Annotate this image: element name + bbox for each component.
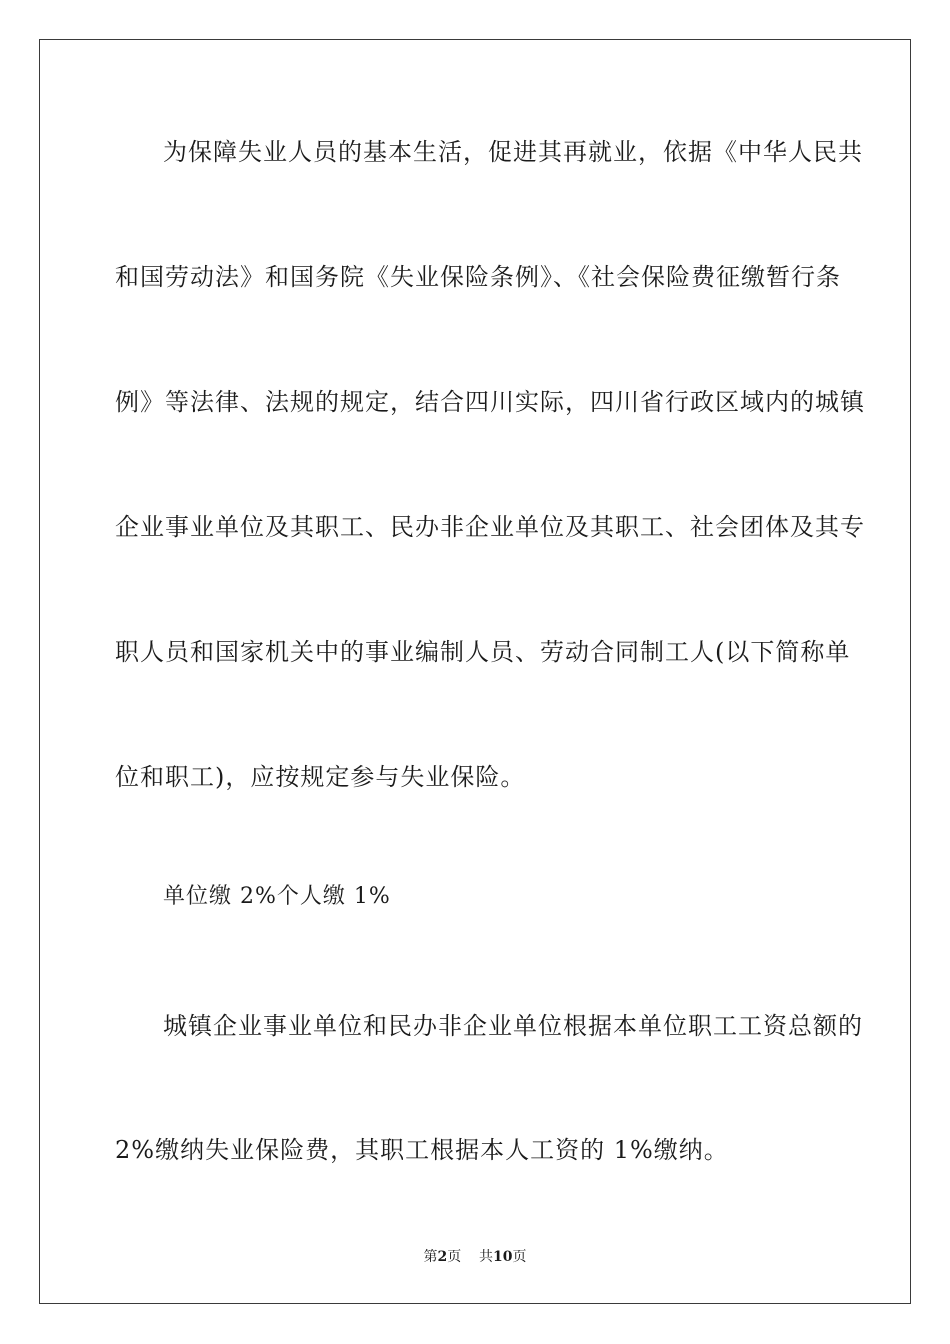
page-border xyxy=(39,39,911,1304)
paragraph-line: 职人员和国家机关中的事业编制人员、劳动合同制工人(以下简称单 xyxy=(115,638,851,666)
page-current: 2 xyxy=(437,1249,448,1265)
paragraph-line: 城镇企业事业单位和民办非企业单位根据本单位职工工资总额的 xyxy=(163,1012,863,1040)
paragraph-line: 2%缴纳失业保险费，其职工根据本人工资的 1%缴纳。 xyxy=(115,1136,729,1164)
paragraph-line: 位和职工)，应按规定参与失业保险。 xyxy=(115,763,526,791)
page-suffix: 页 xyxy=(447,1249,462,1265)
page-footer xyxy=(0,1248,950,1266)
paragraph-line: 为保障失业人员的基本生活，促进其再就业，依据《中华人民共 xyxy=(163,138,863,166)
page-total: 10 xyxy=(493,1249,513,1265)
paragraph-line: 企业事业单位及其职工、民办非企业单位及其职工、社会团体及其专 xyxy=(115,513,865,541)
page-prefix: 第 xyxy=(423,1249,438,1265)
total-prefix: 共 xyxy=(479,1249,494,1265)
paragraph-line: 例》等法律、法规的规定，结合四川实际，四川省行政区域内的城镇 xyxy=(115,388,865,416)
paragraph-line: 和国劳动法》和国务院《失业保险条例》、《社会保险费征缴暂行条 xyxy=(115,263,841,291)
contribution-rate-heading: 单位缴 2%个人缴 1% xyxy=(163,884,391,909)
total-suffix: 页 xyxy=(512,1249,527,1265)
